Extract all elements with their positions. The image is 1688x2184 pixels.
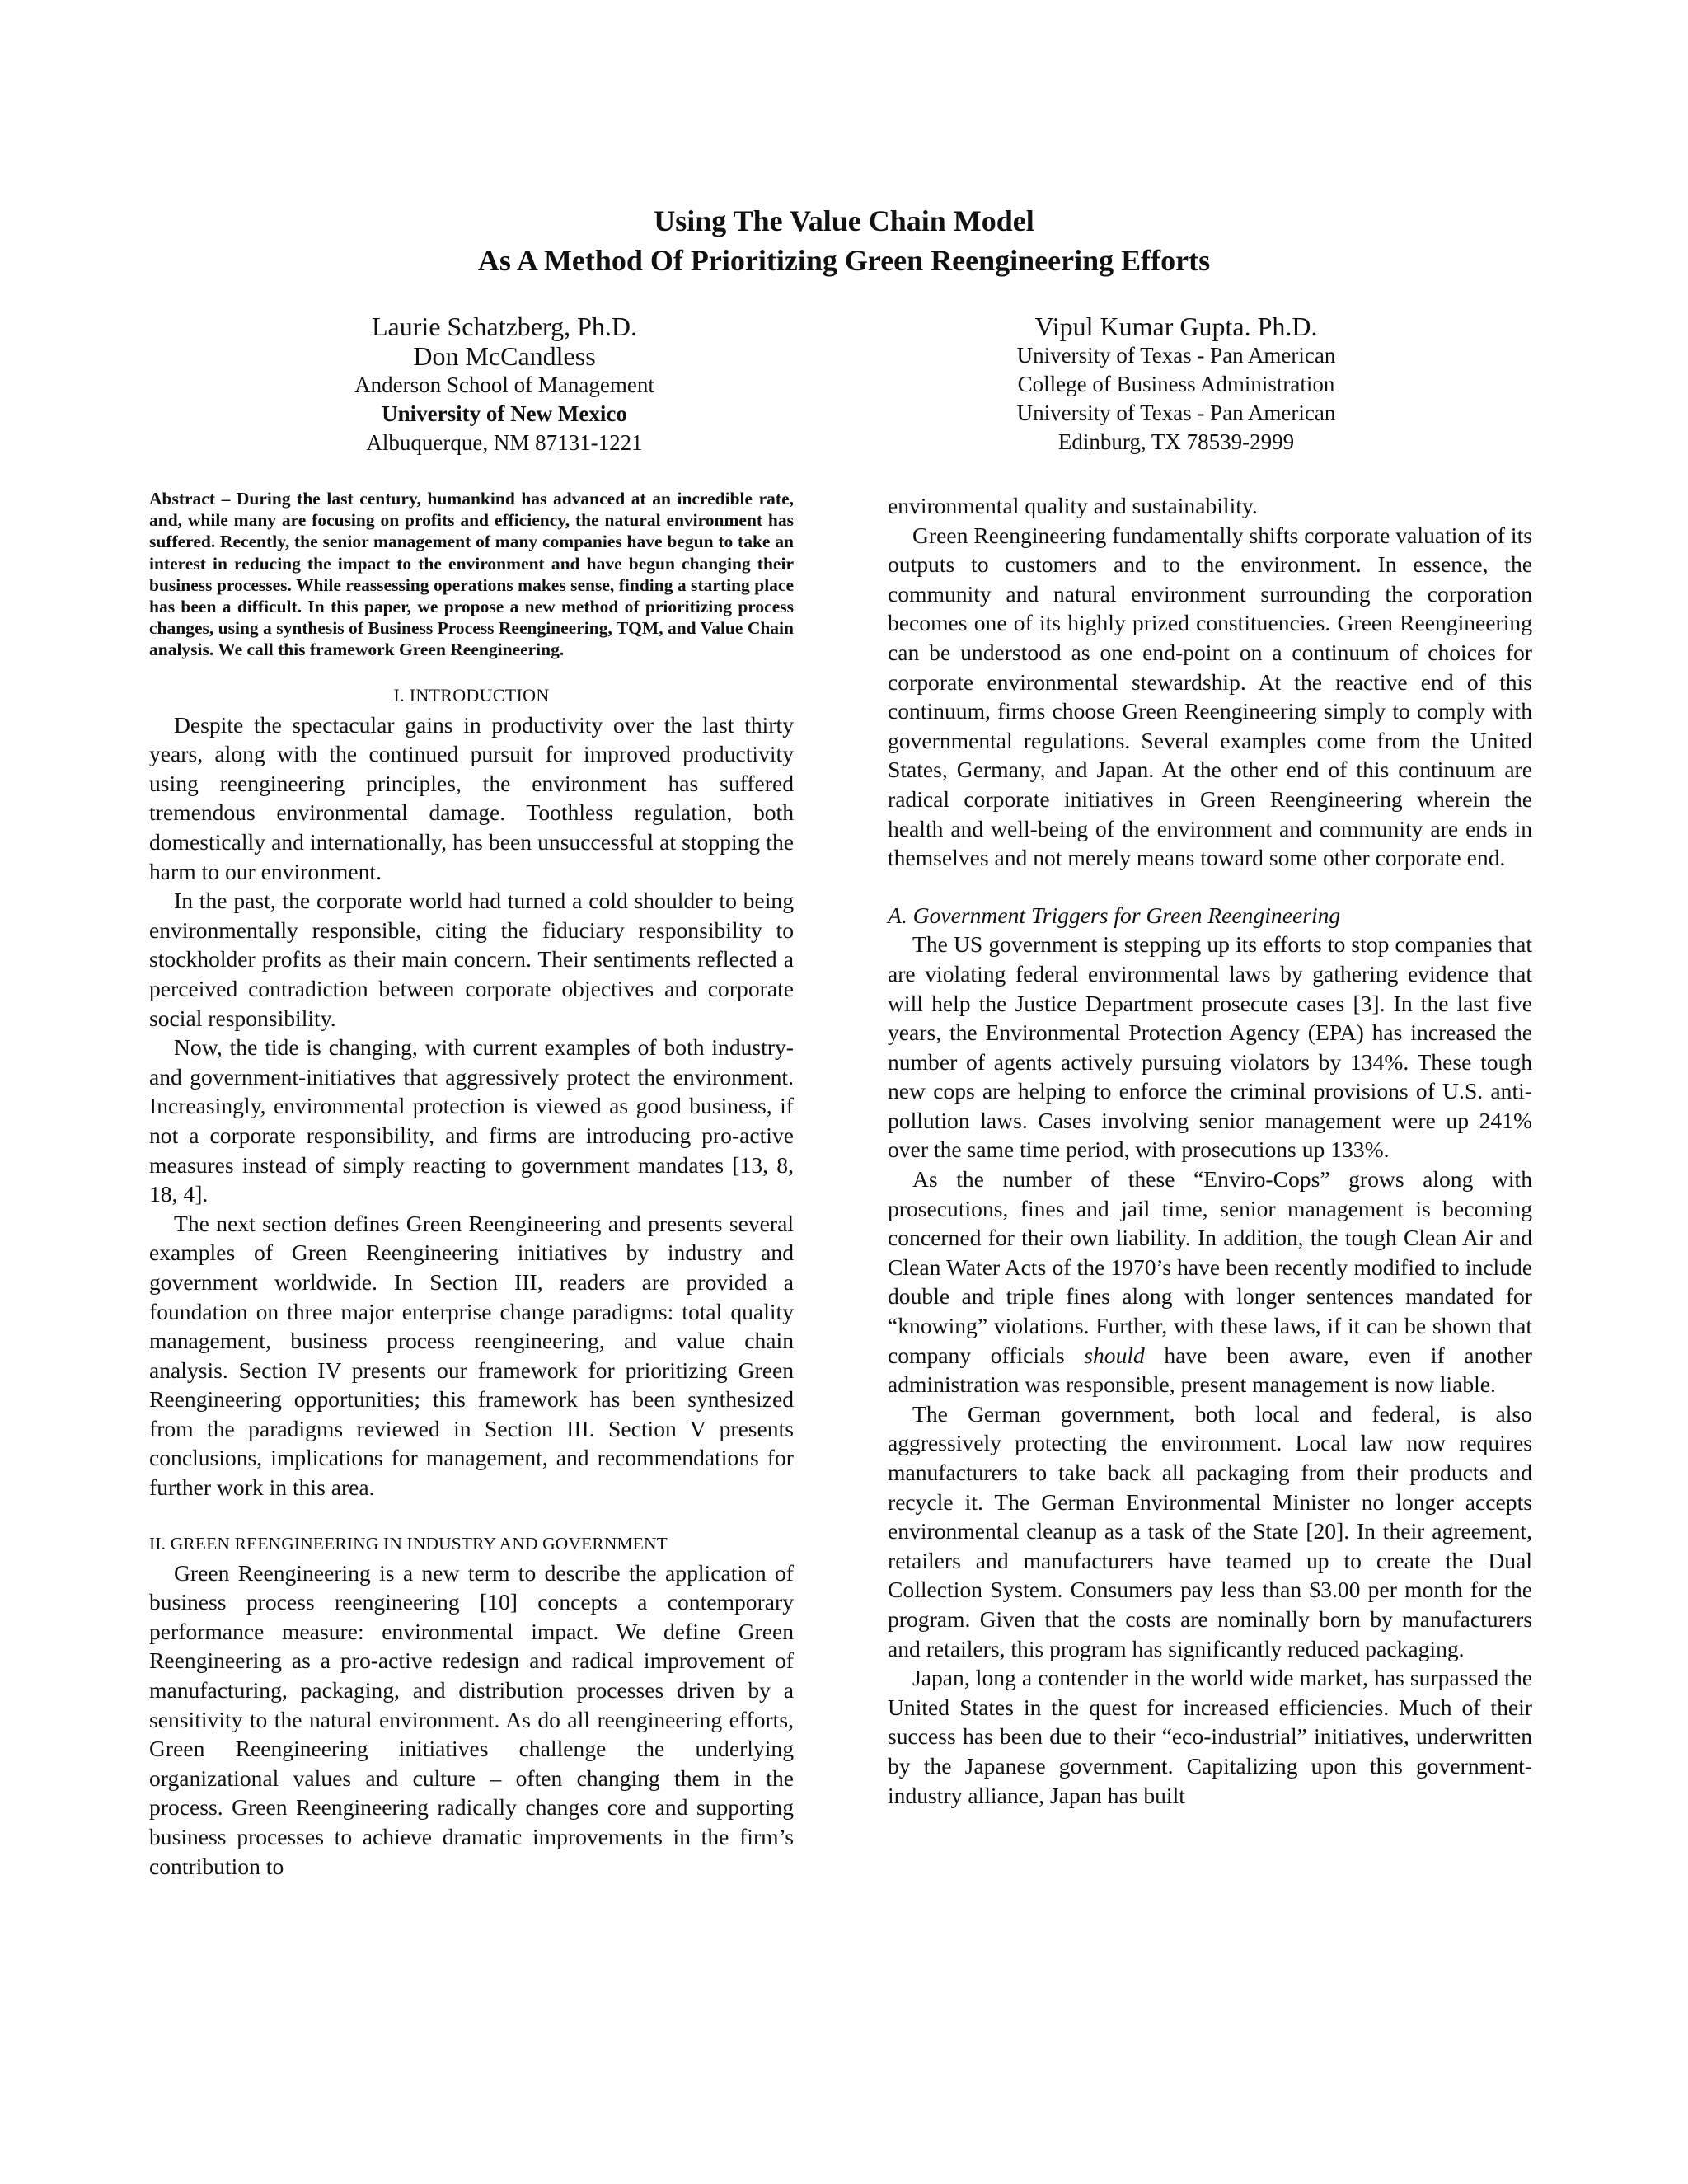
text-run: have been aware, even if another administration was responsible, present management is now liable. xyxy=(888,1342,1532,1398)
author-affiliation: Anderson School of Management xyxy=(354,373,654,397)
author-name: Vipul Kumar Gupta. Ph.D. xyxy=(1034,312,1318,341)
abstract: Abstract – During the last century, humankind has advanced at an incredible rate, and, while many are focusing on profits and efficiency, the natural environment has suffered. Recently, the senior management of many companies have begun to take an interest in reducing the impact to the environment and have begun changing their business processes. While reassessing operations makes sense, finding a starting place has been a difficult. In this paper, we propose a new method of prioritizing process changes, using a synthesis of Business Process Reengineering, TQM, and Value Chain analysis. We call this framework Green Reengineering. xyxy=(149,489,794,660)
emphasis-text: should xyxy=(1084,1342,1145,1368)
paragraph: The German government, both local and federal, is also aggressively protecting the environment. Local law now requires manufacturers to take back all packaging from their products and recycle it. The German Environmental Minister no longer accepts environmental cleanup as a task of the State [20]. In their agreement, retailers and manufacturers have teamed up to create the Dual Collection System. Consumers pay less than $3.00 per month for the program. Given that the costs are nominally born by manufacturers and retailers, this program has significantly reduced packaging. xyxy=(888,1400,1532,1661)
text-run: As the number of these “Enviro-Cops” grows along with prosecutions, fines and jail time, senior management is becoming concerned for their own liability. In addition, the tough Clean Air and Clean Water Acts of the 1970’s have been recently modified to include double and triple fines along with longer sentences mandated for “knowing” violations. Further, with these laws, if it can be shown that company officials xyxy=(888,1166,1532,1368)
paragraph: Now, the tide is changing, with current examples of both industry- and government-initiatives that aggressively protect the environment. Increasingly, environmental protection is viewed as good business, if not a corporate responsibility, and firms are introducing pro-active measures instead of simply reacting to government mandates [13, 8, 18, 4]. xyxy=(149,1034,794,1207)
author-address: Albuquerque, NM 87131-1221 xyxy=(366,430,643,455)
paragraph: Green Reengineering fundamentally shifts corporate valuation of its outputs to customers and to the environment. In essence, the community and natural environment surrounding the corporation becomes one of its highly prized constituencies. Green Reengineering can be understood as one end-point on a continuum of choices for corporate environmental stewardship. At the reactive end of this continuum, firms choose Green Reengineering simply to comply with governmental regulations. Several examples come from the United States, Germany, and Japan. At the other end of this continuum are radical corporate initiatives in Green Reengineering wherein the health and well-being of the environment and community are ends in themselves and not merely means toward some other corporate end. xyxy=(888,522,1532,871)
subsection-heading-government-triggers: A. Government Triggers for Green Reengineering xyxy=(888,902,1341,928)
paragraph-continued: environmental quality and sustainability. xyxy=(888,493,1258,518)
author-block-left xyxy=(257,312,752,457)
author-affiliation: University of Texas - Pan American xyxy=(1016,401,1336,425)
paper-title xyxy=(148,201,1540,280)
paragraph: In the past, the corporate world had turned a cold shoulder to being environmentally responsible, citing the fiduciary responsibility to stockholder profits as their main concern. Their sentiments reflected a perceived contradiction between corporate objectives and corporate social responsibility. xyxy=(149,888,794,1031)
author-address: Edinburg, TX 78539-2999 xyxy=(1057,429,1295,454)
paragraph xyxy=(888,1165,1532,1399)
paragraph: Green Reengineering is a new term to describe the application of business process reengineering [10] concepts a contemporary performance measure: environmental impact. We define Green Reengineering as a pro-active redesign and radical improvement of manufacturing, packaging, and distribution processes driven by a sensitivity to the natural environment. As do all reengineering efforts, Green Reengineering initiatives challenge the underlying organizational values and culture – often changing them in the process. Green Reengineering radically changes core and supporting business processes to achieve dramatic improvements in the firm’s contribution to xyxy=(149,1559,794,1879)
paragraph: Japan, long a contender in the world wide market, has surpassed the United States in the quest for increased efficiencies. Much of their success has been due to their “eco-industrial” initiatives, underwritten by the Japanese government. Capitalizing upon this government-industry alliance, Japan has built xyxy=(888,1665,1532,1808)
title-line-2: As A Method Of Prioritizing Green Reengineering Efforts xyxy=(477,244,1211,277)
paragraph: The next section defines Green Reengineering and presents several examples of Green Reengineering initiatives by industry and government worldwide. In Section III, readers are provided a foundation on three major enterprise change paradigms: total quality management, business process reengineering, and value chain analysis. Section IV presents our framework for prioritizing Green Reengineering opportunities; this framework has been synthesized from the paradigms reviewed in Section III. Section V presents conclusions, implications for management, and recommendations for further work in this area. xyxy=(149,1210,794,1501)
title-line-1: Using The Value Chain Model xyxy=(654,204,1034,237)
author-name: Don McCandless xyxy=(413,341,596,371)
author-block-right xyxy=(929,312,1423,457)
author-affiliation: University of Texas - Pan American xyxy=(1016,343,1336,368)
right-column xyxy=(888,491,1532,1810)
section-heading-green-reengineering: II. GREEN REENGINEERING IN INDUSTRY AND GOVERNMENT xyxy=(149,1533,668,1554)
paragraph: The US government is stepping up its efforts to stop companies that are violating federal environmental laws by gathering evidence that will help the Justice Department prosecute cases [3]. In the last five years, the Environmental Protection Agency (EPA) has increased the number of agents actively pursuing violators by 134%. These tough new cops are helping to enforce the criminal provisions of U.S. anti-pollution laws. Cases involving senior management were up 241% over the same time period, with prosecutions up 133%. xyxy=(888,931,1532,1163)
paragraph: Despite the spectacular gains in productivity over the last thirty years, along with the continued pursuit for improved productivity using reengineering principles, the environment has suffered tremendous environmental damage. Toothless regulation, both domestically and internationally, has been unsuccessful at stopping the harm to our environment. xyxy=(149,711,794,884)
author-affiliation: University of New Mexico xyxy=(382,401,627,426)
author-affiliation: College of Business Administration xyxy=(1017,372,1335,396)
section-heading-introduction: I. INTRODUCTION xyxy=(393,684,550,705)
left-column xyxy=(149,488,794,1881)
author-name: Laurie Schatzberg, Ph.D. xyxy=(372,312,637,341)
